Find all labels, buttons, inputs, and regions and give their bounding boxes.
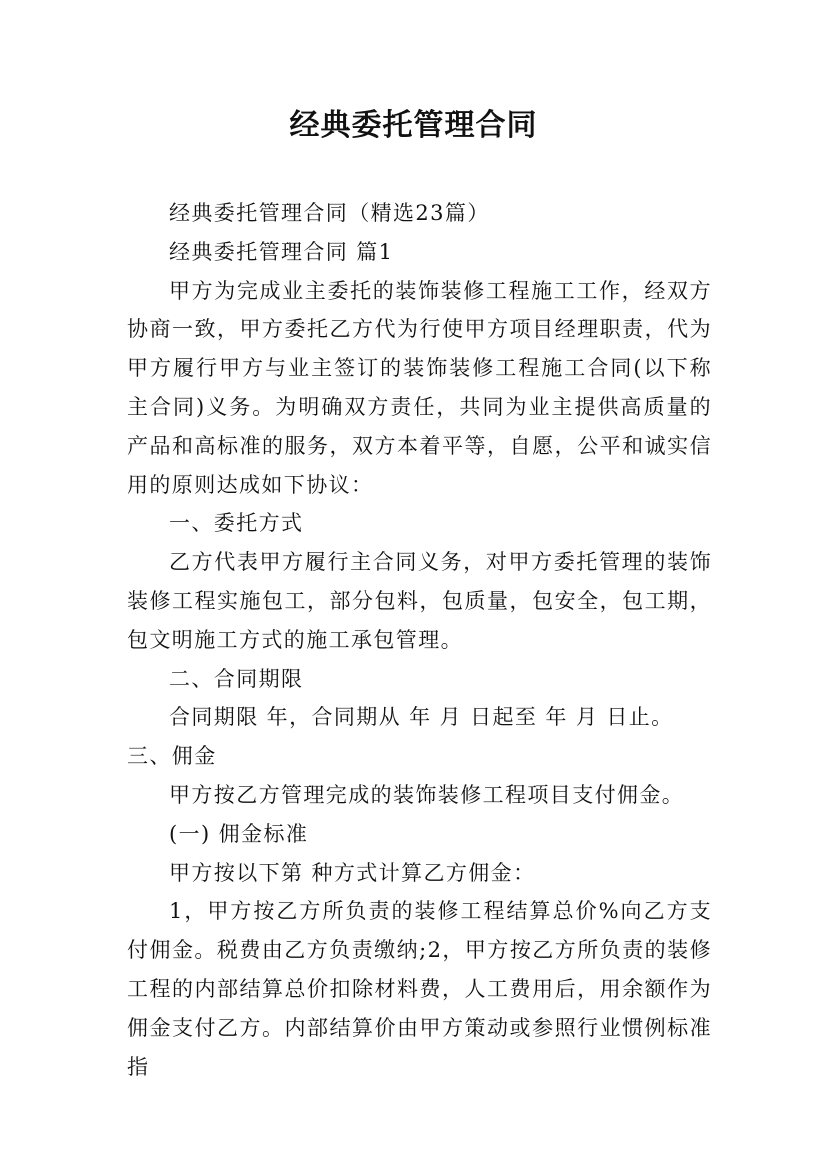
section-heading: 经典委托管理合同 篇1	[169, 239, 394, 264]
body-paragraph: 乙方代表甲方履行主合同义务，对甲方委托管理的装饰装修工程实施包工，部分包料，包质量，包安全，包工期，包文明施工方式的施工承包管理。	[127, 550, 712, 652]
document-title: 经典委托管理合同	[289, 108, 538, 143]
body-paragraph: 合同期限 年，合同期从 年 月 日起至 年 月 日止。	[169, 705, 674, 730]
section-heading: 一、委托方式	[169, 511, 304, 536]
body-paragraph: 甲方按乙方管理完成的装饰装修工程项目支付佣金。	[169, 782, 685, 807]
body-paragraph: 甲方为完成业主委托的装饰装修工程施工工作，经双方协商一致，甲方委托乙方代为行使甲方项目经理职责，代为甲方履行甲方与业主签订的装饰装修工程施工合同(以下称主合同)义务。为明确双方责任，共同为业主提供高质量的产品和高标准的服务，双方本着平等，自愿，公平和诚实信用的原则达成如下协议：	[127, 278, 712, 497]
subsection-heading: (一) 佣金标准	[169, 821, 309, 846]
section-heading: 三、佣金	[127, 744, 217, 769]
subtitle-paragraph: 经典委托管理合同（精选23篇）	[169, 201, 490, 225]
body-paragraph: 1，甲方按乙方所负责的装修工程结算总价%向乙方支付佣金。税费由乙方负责缴纳;2，甲方按乙方所负责的装修工程的内部结算总价扣除材料费，人工费用后，用余额作为佣金支付乙方。内部结算价由甲方策动或参照行业惯例标准指	[127, 899, 712, 1079]
section-heading: 二、合同期限	[169, 666, 304, 691]
body-paragraph: 甲方按以下第 种方式计算乙方佣金：	[169, 860, 536, 885]
document-body	[127, 194, 712, 1086]
